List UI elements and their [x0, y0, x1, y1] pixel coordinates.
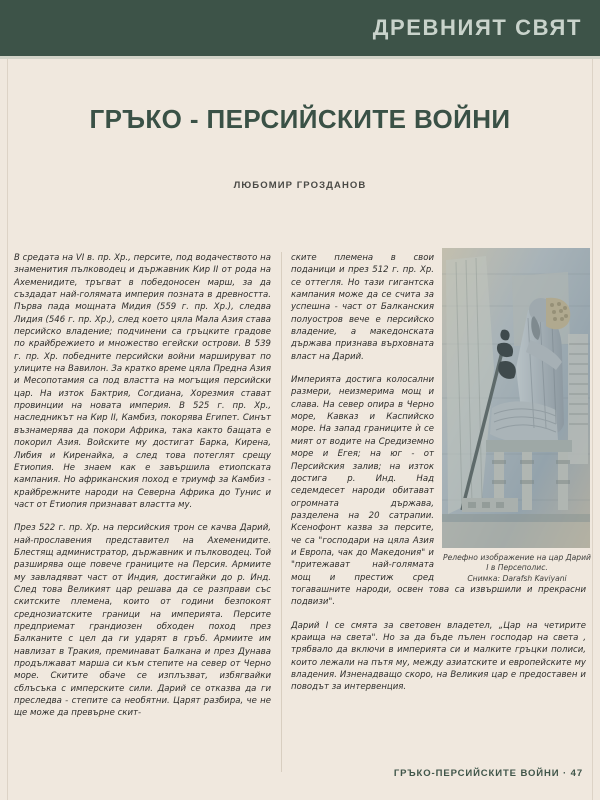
paragraph: През 522 г. пр. Хр. на персийския трон се качва Дарий, най-прославения представител на Ахеменидите. Блестящ администратор, държавник и пълководец. Той разширява още повече границите на Персия. Армиите му завладяват част от Индия, достигайки до р. Инд. След това Великият цар решава да се разправи със скитските племена, които от години безпокоят среднозиатските граници на империята. Персите предприемат грандиозен обходен поход през Балканите с цел да ги ударят в гръб. Армиите им навлизат в Тракия, преминават Балкана и през Дунава продължават марша си към степите на север от Черно море. Скитите обаче се изплъзват, избягвайки сблъсъка с имперските сили. Дарий се отказва да ги преследва - степите са необятни. Царят разбира, че не ще може да превърне скит- [14, 523, 271, 719]
page-edge-left [7, 59, 8, 800]
section-label: ДРЕВНИЯТ СВЯТ [372, 15, 582, 40]
paragraph: Империята достига колосални размери, неизмерима мощ и слава. На север опира в Черно море, Кавказ и Каспийско море. На запад границите ѝ се мият от водите на Средиземно море и Егея; на юг - от Персийския залив; на изток достига р. Инд. Над седемдесет народи обитават огромната държава, разделена на 20 сатрапии. Ксенофонт казва за персите, че са "господари на цяла Азия и Европа, чак до Македония" и "притежават най-голямата мощ и престиж сред тогавашните народи, освен това са извършили и прекрасни подвизи". [291, 375, 586, 608]
body-column-left [14, 252, 271, 731]
column-divider-rule [281, 252, 282, 772]
paragraph: Дарий I се смята за световен владетел, „Цар на четирите краища на света". Но за да бъде пълен господар на света , трябвало да включи в империята си и малките гръцки полиси, които лежали на пътя му, между азиатските и европейските му владения. Изненадващо скоро, на Великия цар е предоставен и поводът за интервенция. [291, 620, 586, 693]
relief-illustration [442, 248, 590, 548]
photo-caption [442, 553, 592, 584]
page-edge-right [592, 59, 593, 800]
article-headline: ГРЪКО - ПЕРСИЙСКИТЕ ВОЙНИ [89, 104, 511, 134]
relief-of-king-darius-i-image [442, 248, 590, 548]
page-header-banner [0, 0, 600, 56]
paragraph: В средата на VI в. пр. Хр., персите, под водачеството на знаменития пълководец и държавник Кир II от рода на Ахеменидите, тръгват в победоносен марш, за да създадат най-голямата империя позната в древността. Първа пада мощната Мидия (559 г. пр. Хр.), следва Лидия (546 г. пр. Хр.), след което цяла Мала Азия става персийско владение; подчинени са гръцките градове по крайбрежието и множество егейски острови. В 539 г. пр. Хр. победните персийски войни маршируват по улиците на Вавилон. За кратко време цяла Предна Азия и Месопотамия са под властта на могъщия персийски цар. На изток Бактрия, Согдиана, Хорезмия стават провинции на новата империя. В 525 г. пр. Хр., наследникът на Кир II, Камбиз, покорява Египет. Синът възнамерява да покори Африка, така както бащата е покорил Азия. Войските му достигат Барка, Кирена, Либия и Киренайка, а след това потеглят срещу Етиопия. Не знаем как е завършила етиопската кампания. Но африканския поход е триумф за Камбиз - крайбрежните народи на Северна Африка до Тунис и част от Етиопия признават властта му. [14, 253, 271, 510]
caption-line-2: Снимка: Darafsh Kaviyani [467, 573, 567, 583]
caption-line-1: Релефно изображение на цар Дарий I в Персеполис. [443, 553, 591, 573]
article-byline: ЛЮБОМИР ГРОЗДАНОВ [233, 180, 367, 191]
page-footer: ГРЪКО-ПЕРСИЙСКИТЕ ВОЙНИ · 47 [393, 768, 583, 779]
article-photo [442, 248, 590, 548]
paragraph: ските племена в свои поданици и през 512 г. пр. Хр. се оттегля. Но тази гигантска кампания може да се счита за успешна - част от Балканския полуостров вече е персийско владение, а македонската държава признава върховната власт на Дарий. [291, 253, 434, 362]
